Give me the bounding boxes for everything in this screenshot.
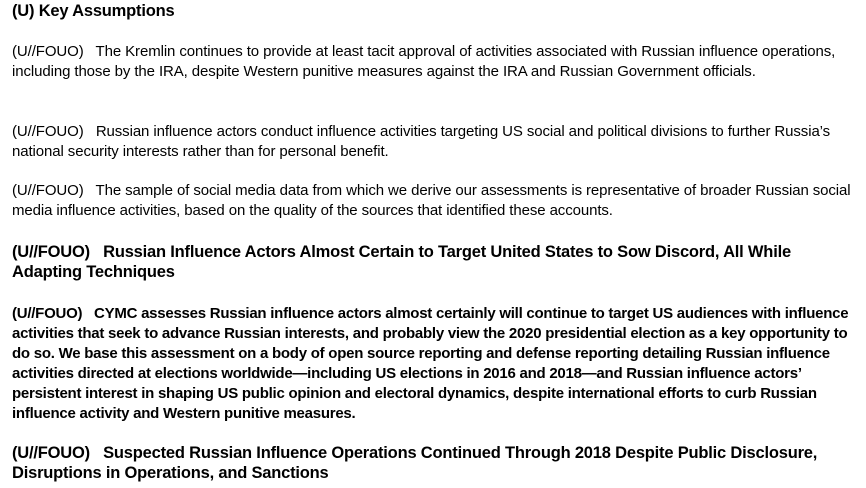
subsection-heading-text: Suspected Russian Influence Operations Continued Through 2018 Despite Public Disclosure, Disruptions in Operations, and Sanctions (12, 444, 818, 482)
classification-marking: (U//FOUO) (12, 43, 92, 60)
assumption-paragraph-3 (12, 181, 858, 221)
assumption-text: The sample of social media data from which we derive our assessments is representative of broader Russian social media influence activities, based on the quality of the sources that identified these accounts. (12, 182, 851, 219)
classification-marking: (U//FOUO) (12, 305, 91, 322)
assumption-text: Russian influence actors conduct influence activities targeting US social and political divisions to further Russia’s national security interests rather than for personal benefit. (12, 123, 831, 160)
classification-marking: (U//FOUO) (12, 444, 99, 462)
subsection-heading (12, 443, 858, 483)
assumption-text: The Kremlin continues to provide at least tacit approval of activities associated with Russian influence operations, including those by the IRA, despite Western punitive measures against the IRA and Russian Government officials. (12, 43, 836, 80)
finding-heading (12, 242, 858, 282)
finding-paragraph-text: CYMC assesses Russian influence actors almost certainly will continue to target US audiences with influence activities that seek to advance Russian interests, and probably view the 2020 presidential election as a key opportunity to do so. We base this assessment on a body of open source reporting and defense reporting detailing Russian influence activities directed at elections worldwide—including US elections in 2016 and 2018—and Russian influence actors’ persistent interest in shaping US public opinion and electoral dynamics, despite international efforts to curb Russian influence activity and Western punitive measures. (12, 305, 849, 422)
assumption-paragraph-1 (12, 42, 858, 82)
classification-marking: (U//FOUO) (12, 243, 99, 261)
finding-paragraph (12, 304, 858, 424)
assumption-paragraph-2 (12, 122, 858, 162)
classification-marking: (U//FOUO) (12, 123, 92, 140)
finding-heading-text: Russian Influence Actors Almost Certain to Target United States to Sow Discord, All While Adapting Techniques (12, 243, 791, 281)
section-heading-key-assumptions: (U) Key Assumptions (12, 2, 175, 20)
classification-marking: (U//FOUO) (12, 182, 92, 199)
